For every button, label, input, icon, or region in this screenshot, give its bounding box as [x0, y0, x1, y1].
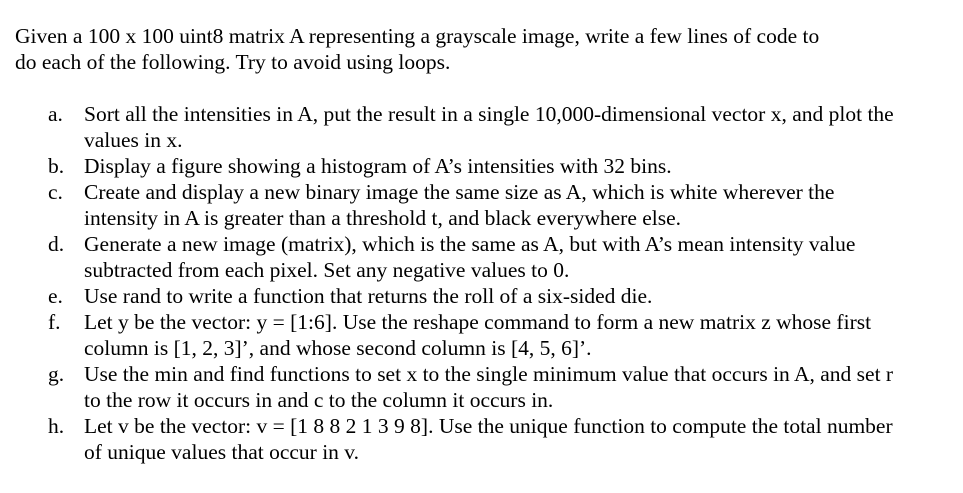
task-text: Let y be the vector: y = [1:6]. Use the reshape command to form a new matrix z whose first column is [1, 2, 3]’, and whose second column is [4, 5, 6]’. [84, 310, 872, 360]
task-marker: b. [48, 154, 65, 178]
task-marker: h. [48, 414, 65, 438]
task-marker: c. [48, 180, 63, 204]
question-document [15, 23, 945, 465]
task-text: Create and display a new binary image the same size as A, which is white wherever the intensity in A is greater than a threshold t, and black everywhere else. [84, 180, 835, 230]
task-text: Use the min and find functions to set x to the single minimum value that occurs in A, and set r to the row it occurs in and c to the column it occurs in. [84, 362, 894, 412]
task-text: Sort all the intensities in A, put the result in a single 10,000-dimensional vector x, and plot the values in x. [84, 102, 894, 152]
task-item-a [15, 101, 894, 153]
task-marker: a. [48, 102, 63, 126]
task-marker: g. [48, 362, 65, 386]
task-list [15, 101, 945, 465]
task-item-d [15, 231, 894, 283]
task-item-g [15, 361, 894, 413]
task-text: Let v be the vector: v = [1 8 8 2 1 3 9 8]. Use the unique function to compute the total number of unique values that occur in v. [84, 414, 893, 464]
task-text: Use rand to write a function that returns the roll of a six-sided die. [84, 284, 653, 308]
task-item-e [15, 283, 894, 309]
task-marker: e. [48, 284, 63, 308]
task-item-c [15, 179, 894, 231]
task-text: Display a figure showing a histogram of A’s intensities with 32 bins. [84, 154, 672, 178]
question-intro: Given a 100 x 100 uint8 matrix A representing a grayscale image, write a few lines of code to do each of the following. Try to avoid using loops. [15, 24, 820, 74]
task-item-f [15, 309, 894, 361]
task-marker: d. [48, 232, 65, 256]
task-text: Generate a new image (matrix), which is the same as A, but with A’s mean intensity value subtracted from each pixel. Set any negative values to 0. [84, 232, 856, 282]
task-item-b [15, 153, 894, 179]
task-item-h [15, 413, 894, 465]
task-marker: f. [48, 310, 61, 334]
